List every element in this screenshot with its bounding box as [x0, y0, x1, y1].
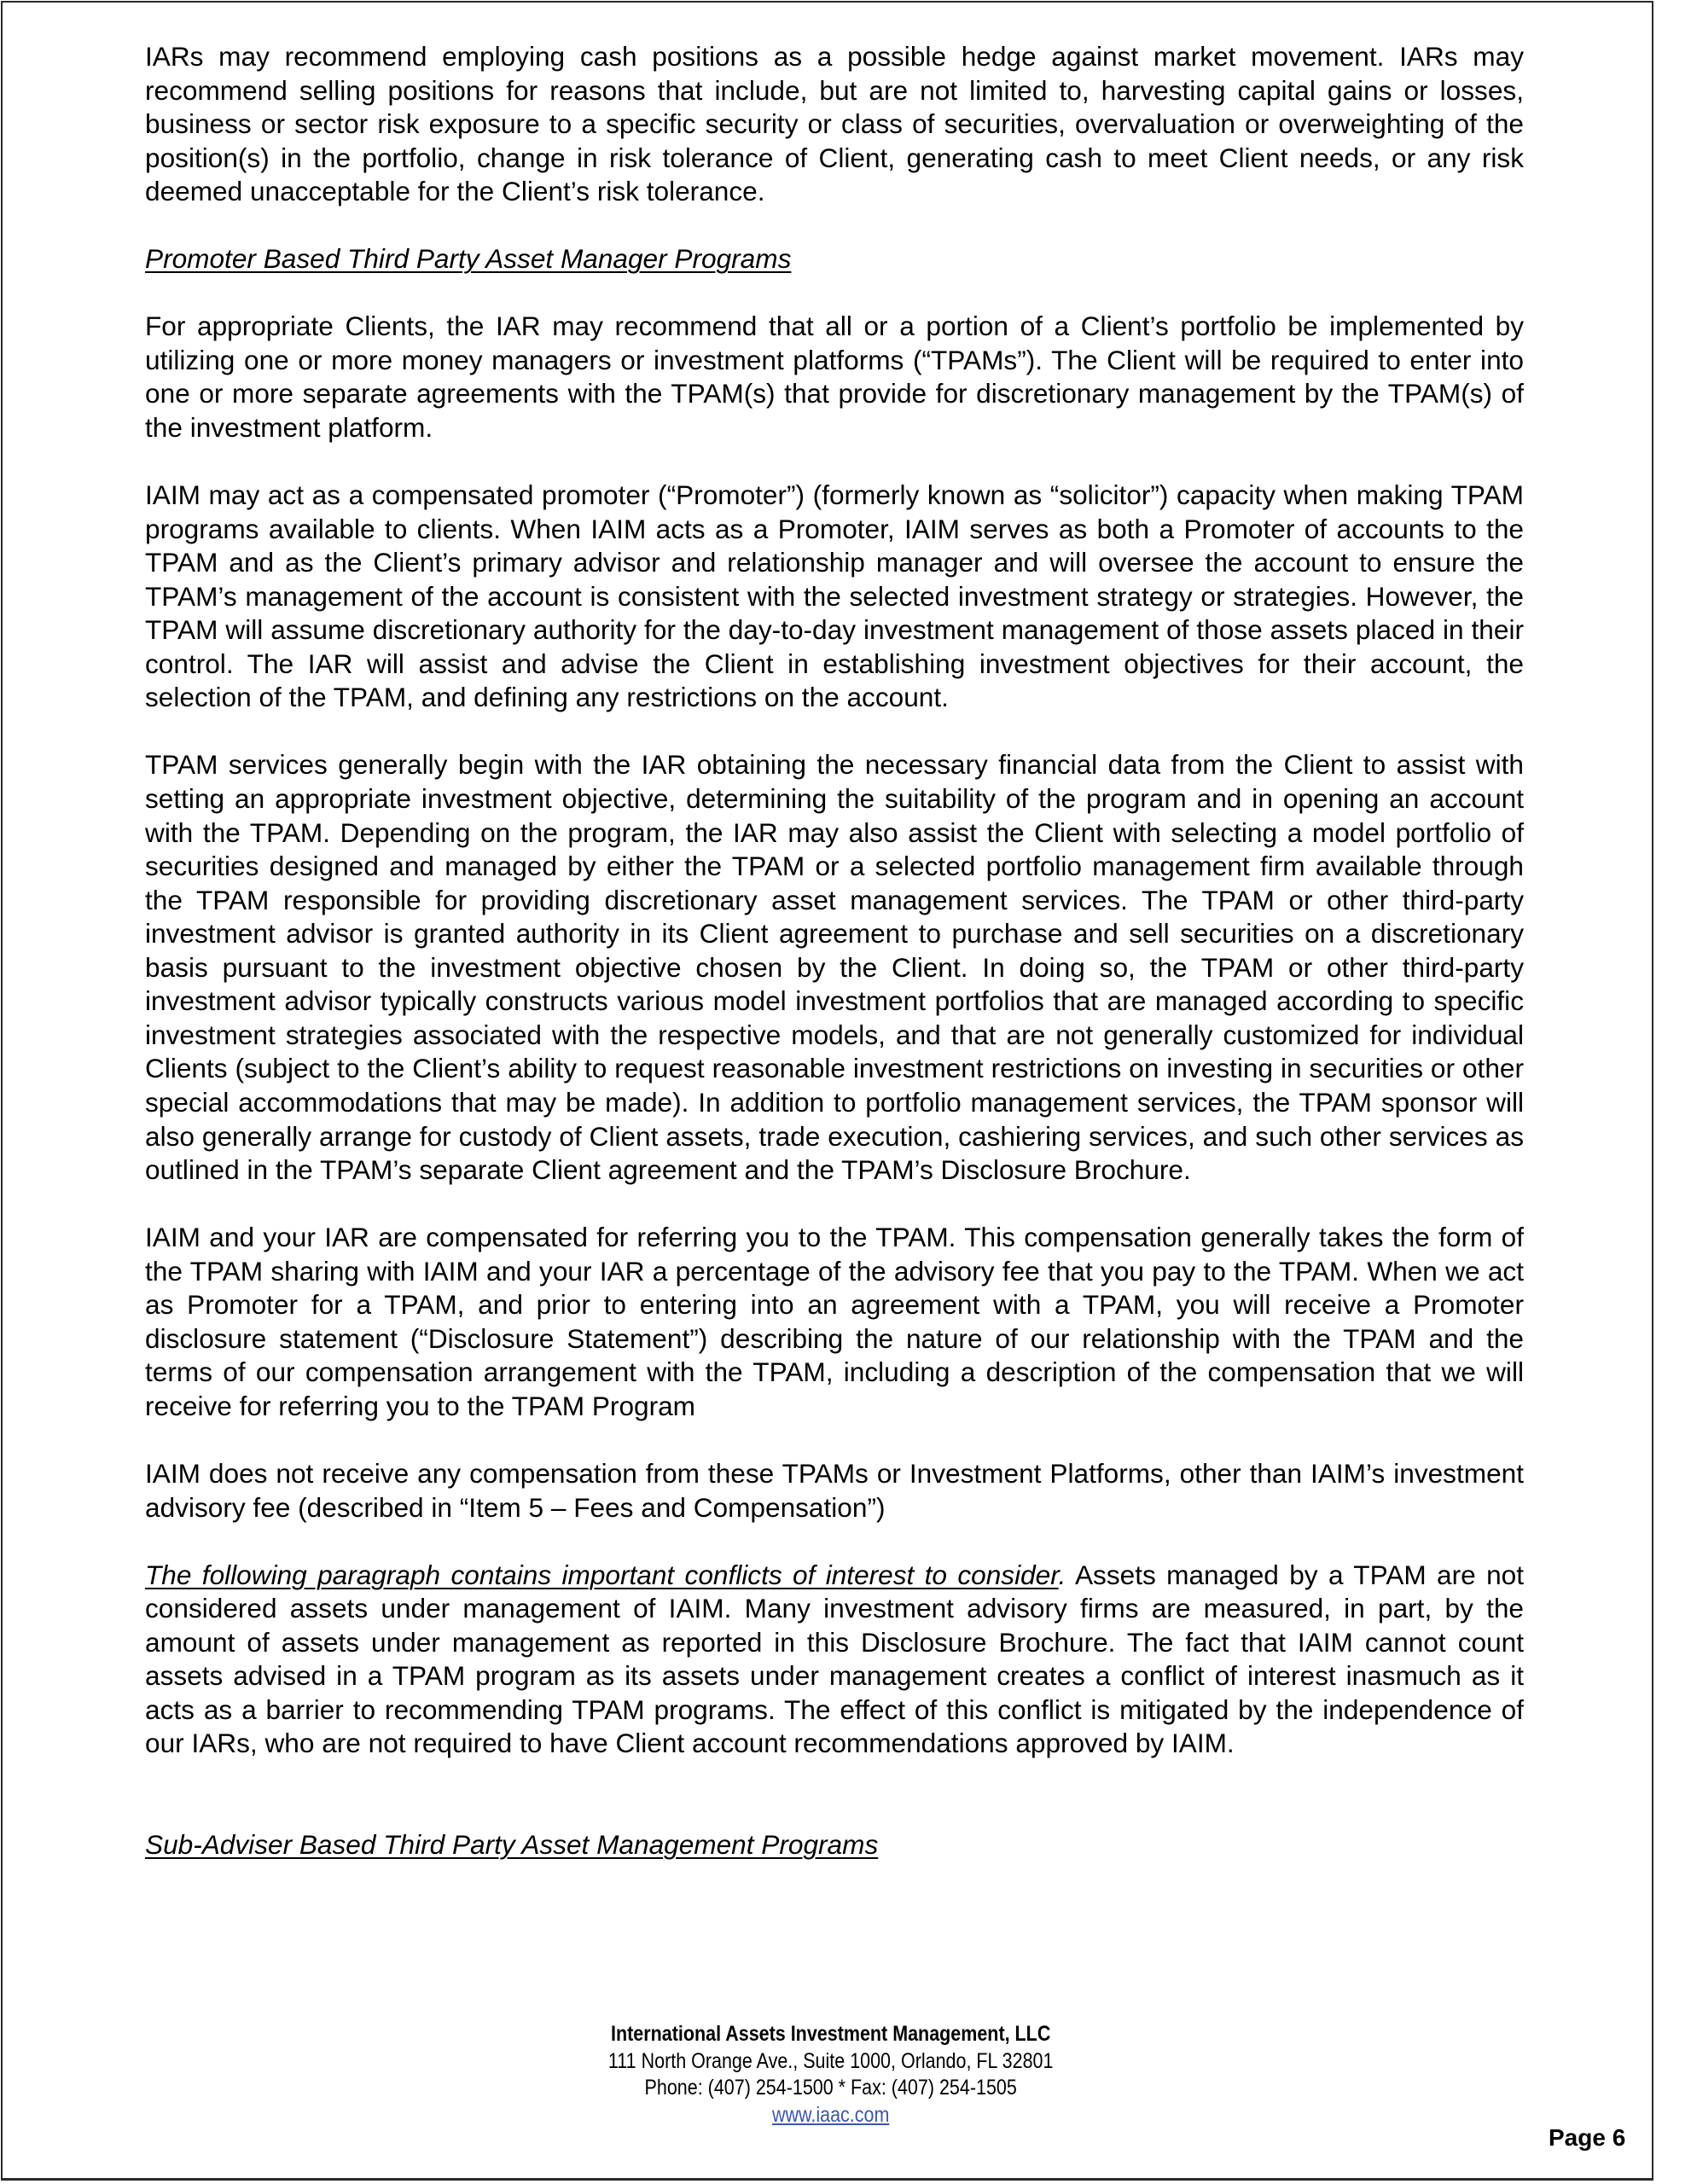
- section-heading-promoter-tpam: [145, 242, 1524, 276]
- paragraph-promoter-role: IAIM may act as a compensated promoter (“Promoter”) (formerly known as “solicitor”) capacity when making TPAM programs available to clients. When IAIM acts as a Promoter, IAIM serves as both a Promoter of accounts to the TPAM and as the Client’s primary advisor and relationship manager and will oversee the account to ensure the TPAM’s management of the account is consistent with the selected investment strategy or strategies. However, the TPAM will assume discretionary authority for the day-to-day investment management of those assets placed in their control. The IAR will assist and advise the Client in establishing investment objectives for their account, the selection of the TPAM, and defining any restrictions on the account.: [145, 479, 1524, 713]
- conflicts-lead-punct: .: [1058, 1559, 1066, 1590]
- page-number: Page 6: [1549, 2124, 1626, 2151]
- paragraph-compensation: IAIM and your IAR are compensated for referring you to the TPAM. This compensation generally takes the form of the TPAM sharing with IAIM and your IAR a percentage of the advisory fee that you pay to the TPAM. When we act as Promoter for a TPAM, and prior to entering into an agreement with a TPAM, you will receive a Promoter disclosure statement (“Disclosure Statement”) describing the nature of our relationship with the TPAM and the terms of our compensation arrangement with the TPAM, including a description of the compensation that we will receive for referring you to the TPAM Program: [145, 1222, 1524, 1421]
- paragraph-tpam-services: TPAM services generally begin with the IAR obtaining the necessary financial data from the Client to assist with setting an appropriate investment objective, determining the suitability of the program and in opening an account with the TPAM. Depending on the program, the IAR may also assist the Client with selecting a model portfolio of securities designed and managed by either the TPAM or a selected portfolio management firm available through the TPAM responsible for providing discretionary asset management services. The TPAM or other third-party investment advisor is granted authority in its Client agreement to purchase and sell securities on a discretionary basis pursuant to the investment objective chosen by the Client. In doing so, the TPAM or other third-party investment advisor typically constructs various model investment portfolios that are managed according to specific investment strategies associated with the respective models, and that are not generally customized for individual Clients (subject to the Client’s ability to request reasonable investment restrictions on investing in securities or other special accommodations that may be made). In addition to portfolio management services, the TPAM sponsor will also generally arrange for custody of Client assets, trade execution, cashiering services, and such other services as outlined in the TPAM’s separate Client agreement and the TPAM’s Disclosure Brochure.: [145, 749, 1524, 1186]
- footer-company-name: International Assets Investment Management, LLC: [611, 2022, 1051, 2046]
- paragraph-conflicts: [145, 1559, 1524, 1761]
- page-footer: [119, 2021, 1543, 2129]
- footer-phone-fax: Phone: (407) 254-1500 * Fax: (407) 254-1505: [644, 2076, 1017, 2100]
- heading-text: Promoter Based Third Party Asset Manager Programs: [145, 243, 792, 275]
- paragraph-tpam-intro: For appropriate Clients, the IAR may recommend that all or a portion of a Client’s portfolio be implemented by utilizing one or more money managers or investment platforms (“TPAMs”). The Client will be required to enter into one or more separate agreements with the TPAM(s) that provide for discretionary management by the TPAM(s) of the investment platform.: [145, 311, 1524, 444]
- heading-text: Sub-Adviser Based Third Party Asset Management Programs: [145, 1828, 879, 1860]
- paragraph-cash-positions: IARs may recommend employing cash positions as a possible hedge against market movement. IARs may recommend selling positions for reasons that include, but are not limited to, harvesting capital gains or losses, business or sector risk exposure to a specific security or class of securities, overvaluation or overweighting of the position(s) in the portfolio, change in risk tolerance of Client, generating cash to meet Client needs, or any risk deemed unacceptable for the Client’s risk tolerance.: [145, 41, 1524, 207]
- footer-website-link[interactable]: www.iaac.com: [771, 2102, 890, 2127]
- conflicts-lead-in: The following paragraph contains important conflicts of interest to consider: [145, 1559, 1059, 1590]
- paragraph-no-compensation: IAIM does not receive any compensation from these TPAMs or Investment Platforms, other than IAIM’s investment advisory fee (described in “Item 5 – Fees and Compensation”): [145, 1457, 1524, 1523]
- conflicts-body: Assets managed by a TPAM are not considered assets under management of IAIM. Many investment advisory firms are measured, in part, by the amount of assets under management as reported in this Disclosure Brochure. The fact that IAIM cannot count assets advised in a TPAM program as its assets under management creates a conflict of interest inasmuch as it acts as a barrier to recommending TPAM programs. The effect of this conflict is mitigated by the independence of our IARs, who are not required to have Client account recommendations approved by IAIM.: [145, 1559, 1524, 1759]
- section-heading-sub-adviser: [145, 1828, 1524, 1862]
- footer-address: 111 North Orange Ave., Suite 1000, Orlando, FL 32801: [607, 2048, 1054, 2073]
- document-page: [1, 1, 1653, 2181]
- page-content: [145, 40, 1524, 1896]
